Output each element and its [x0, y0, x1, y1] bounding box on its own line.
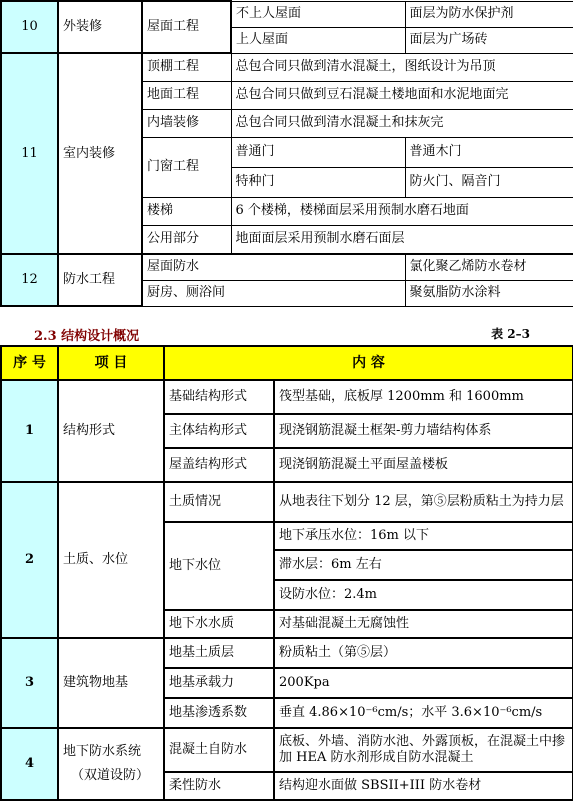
- row-number: 1: [1, 380, 58, 482]
- cell: 面层为广场砖: [405, 27, 573, 53]
- cell: 200Kpa: [274, 668, 573, 698]
- table-finishes: [0, 0, 573, 307]
- table-row: [1, 482, 573, 522]
- cell: 面层为防水保护剂: [405, 1, 573, 27]
- cell: 结构迎水面做 SBSII+III 防水卷材: [274, 772, 573, 800]
- item-name: [58, 728, 164, 800]
- table-row: [1, 1, 573, 27]
- item-name-line1: 地下防水系统: [63, 744, 142, 759]
- sub-item: 地面工程: [142, 81, 231, 109]
- table-header: [1, 346, 573, 380]
- cell: 聚氨脂防水涂料: [405, 280, 573, 306]
- table-row: [1, 254, 573, 280]
- cell: 防火门、隔音门: [405, 167, 573, 197]
- header-num: 序 号: [1, 346, 58, 380]
- section-title: 2.3 结构设计概况: [34, 329, 140, 344]
- cell: 总包合同只做到清水混凝土，图纸设计为吊顶: [231, 53, 573, 81]
- cell: 滞水层：6m 左右: [274, 550, 573, 580]
- cell: 普通木门: [405, 137, 573, 167]
- table-row: [1, 380, 573, 414]
- row-number: 4: [1, 728, 58, 800]
- row-number: 10: [1, 1, 58, 53]
- sub-item: 地下水位: [164, 522, 274, 610]
- item-name: 防水工程: [58, 254, 142, 306]
- sub-item: 土质情况: [164, 482, 274, 522]
- item-name: 建筑物地基: [58, 638, 164, 728]
- cell: 对基础混凝土无腐蚀性: [274, 610, 573, 638]
- cell: 地下承压水位：16m 以下: [274, 522, 573, 550]
- sub-item: 柔性防水: [164, 772, 274, 800]
- sub-item: 地基承载力: [164, 668, 274, 698]
- sub-item: 顶棚工程: [142, 53, 231, 81]
- cell: 底板、外墙、消防水池、外露顶板，在混凝土中掺加 HEA 防水剂形成自防水混凝土: [274, 728, 573, 772]
- table-caption: [0, 321, 572, 343]
- cell: 普通门: [231, 137, 405, 167]
- cell: 上人屋面: [231, 27, 405, 53]
- cell: 从地表往下划分 12 层，第⑤层粉质粘土为持力层: [274, 482, 573, 522]
- sub-item: 屋面工程: [142, 1, 231, 53]
- table-row: [1, 638, 573, 668]
- cell: 屋面防水: [142, 254, 405, 280]
- sub-item: 地下水水质: [164, 610, 274, 638]
- cell: 厨房、厕浴间: [142, 280, 405, 306]
- item-name: 外装修: [58, 1, 142, 53]
- cell: 不上人屋面: [231, 1, 405, 27]
- row-number: 11: [1, 53, 58, 254]
- table-structure: [0, 345, 573, 801]
- header-content: 内 容: [164, 346, 573, 380]
- sub-item: 公用部分: [142, 225, 231, 253]
- item-name: 室内装修: [58, 53, 142, 254]
- sub-item: 屋盖结构形式: [164, 448, 274, 482]
- cell: 总包合同只做到豆石混凝土楼地面和水泥地面完: [231, 81, 573, 109]
- table-number: 表 2–3: [491, 327, 530, 341]
- cell: 现浇钢筋混凝土框架-剪力墙结构体系: [274, 414, 573, 448]
- cell: 总包合同只做到清水混凝土和抹灰完: [231, 109, 573, 137]
- table-row: [1, 53, 573, 81]
- cell: 特种门: [231, 167, 405, 197]
- sub-item: 基础结构形式: [164, 380, 274, 414]
- cell: 设防水位：2.4m: [274, 580, 573, 610]
- sub-item: 地基土质层: [164, 638, 274, 668]
- sub-item: 内墙装修: [142, 109, 231, 137]
- sub-item: 楼梯: [142, 197, 231, 225]
- cell: 粉质粘土（第⑤层）: [274, 638, 573, 668]
- cell: 现浇钢筋混凝土平面屋盖楼板: [274, 448, 573, 482]
- row-number: 3: [1, 638, 58, 728]
- cell: 地面面层采用预制水磨石面层: [231, 225, 573, 253]
- sub-item: 混凝土自防水: [164, 728, 274, 772]
- item-name: 结构形式: [58, 380, 164, 482]
- header-item: 项 目: [58, 346, 164, 380]
- cell: 筏型基础，底板厚 1200mm 和 1600mm: [274, 380, 573, 414]
- cell: 氯化聚乙烯防水卷材: [405, 254, 573, 280]
- table-row: [1, 728, 573, 772]
- sub-item: 门窗工程: [142, 137, 231, 197]
- cell: 垂直 4.86×10⁻⁶cm/s；水平 3.6×10⁻⁶cm/s: [274, 698, 573, 728]
- row-number: 2: [1, 482, 58, 638]
- sub-item: 主体结构形式: [164, 414, 274, 448]
- item-name-line2: （双道设防）: [71, 768, 150, 783]
- cell: 6 个楼梯，楼梯面层采用预制水磨石地面: [231, 197, 573, 225]
- row-number: 12: [1, 254, 58, 306]
- item-name: 土质、水位: [58, 482, 164, 638]
- sub-item: 地基渗透系数: [164, 698, 274, 728]
